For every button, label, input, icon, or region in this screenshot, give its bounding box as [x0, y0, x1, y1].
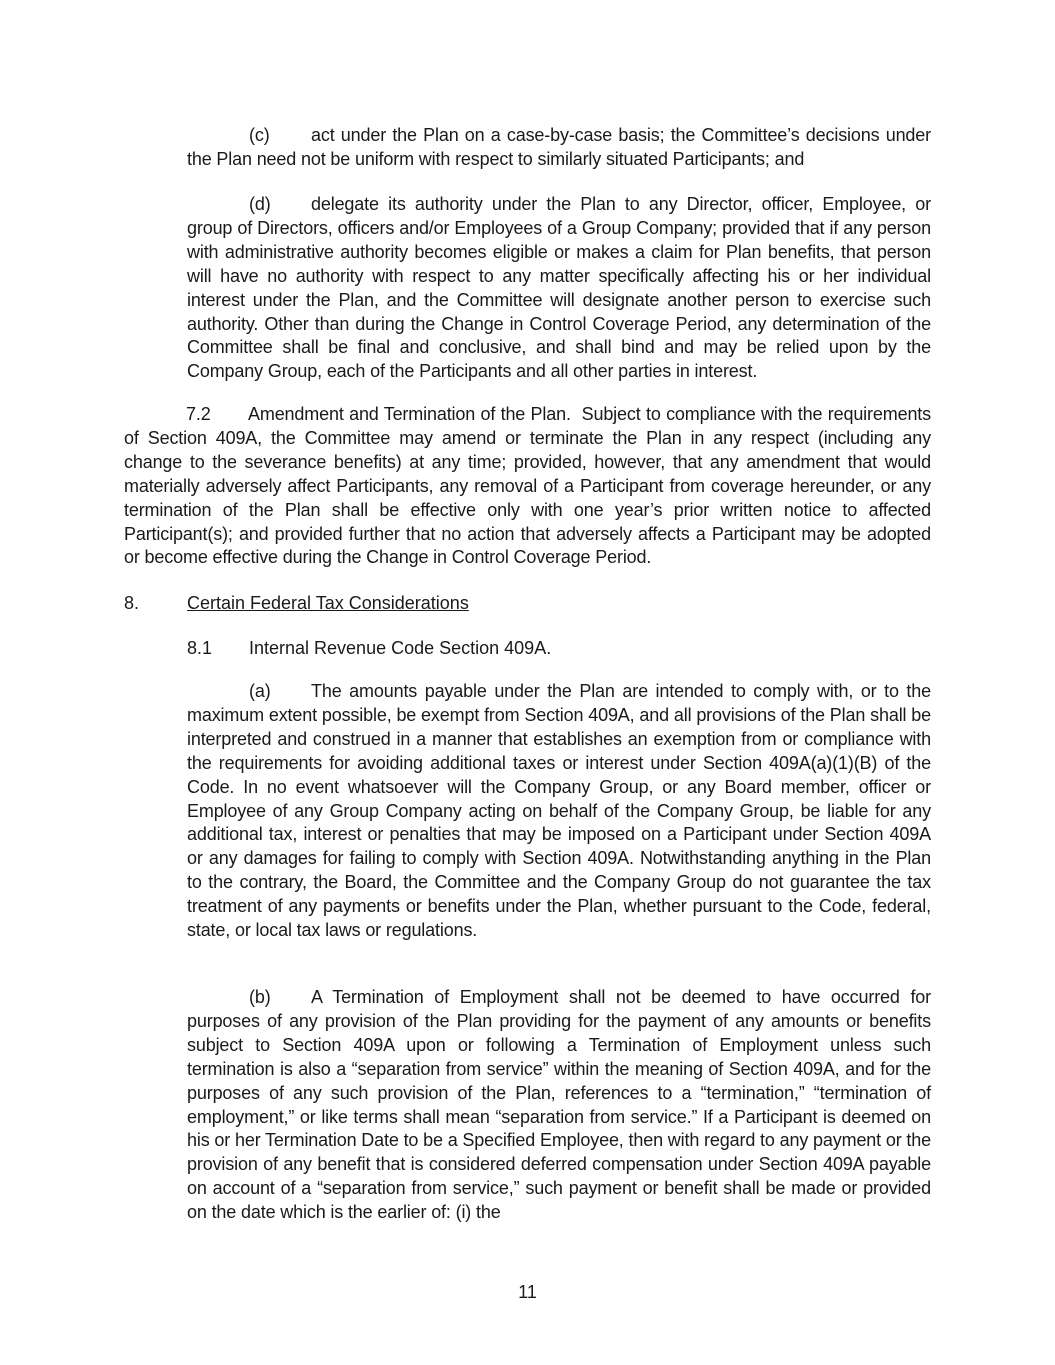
section-8-heading: [0, 591, 1055, 615]
section-8-1-number: 8.1: [187, 638, 213, 658]
paragraph-c: [187, 124, 931, 172]
paragraph-d-text: delegate its authority under the Plan to any Director, officer, Employee, or group of Directors, officers and/or Employees of a Group Company; provided that if any person with administrative authority becomes eligible or makes a claim for Plan benefits, that person will have no authority with respect to any matter specifically affecting his or her individual interest under the Plan, and the Committee will designate another person to exercise such authority. Other than during the Change in Control Coverage Period, any determination of the Committee shall be final and conclusive, and shall bind and may be relied upon by the Company Group, each of the Participants and all other parties in interest.: [187, 194, 931, 382]
section-7-2-text: Subject to compliance with the requirements of Section 409A, the Committee may amend or terminate the Plan in any respect (including any change to the severance benefits) at any time; provided, however, that any amendment that would materially adversely affect Participants, any removal of a Participant from coverage hereunder, or any termination of the Plan shall be effective only with one year’s prior written notice to affected Participant(s); and provided further that no action that adversely affects a Participant may be adopted or become effective during the Change in Control Coverage Period.: [124, 404, 932, 568]
section-8-title: Certain Federal Tax Considerations: [187, 593, 469, 613]
page-number: 11: [518, 1282, 537, 1302]
section-7-2-number: 7.2: [186, 404, 211, 424]
paragraph-d: [187, 193, 931, 384]
section-7-2: [124, 403, 931, 570]
paragraph-8-1-a: [187, 680, 931, 943]
section-7-2-title: Amendment and Termination of the Plan.: [248, 404, 571, 424]
paragraph-d-label: (d): [249, 194, 271, 214]
paragraph-8-1-a-label: (a): [249, 681, 271, 701]
paragraph-8-1-b-label: (b): [249, 987, 271, 1007]
section-8-1-title: Internal Revenue Code Section 409A.: [249, 638, 552, 658]
paragraph-8-1-b: [187, 986, 931, 1225]
paragraph-c-label: (c): [249, 125, 270, 145]
section-8-number: 8.: [124, 593, 140, 613]
paragraph-c-text: act under the Plan on a case-by-case basis; the Committee’s decisions under the Plan need not be uniform with respect to similarly situated Participants; and: [187, 125, 931, 169]
paragraph-8-1-b-text: A Termination of Employment shall not be deemed to have occurred for purposes of any provision of the Plan providing for the payment of any amounts or benefits subject to Section 409A upon or following a Termination of Employment unless such termination is also a “separation from service” within the meaning of Section 409A, and for the purposes of any such provision of the Plan, references to a “termination,” “termination of employment,” or like terms shall mean “separation from service.” If a Participant is deemed on his or her Termination Date to be a Specified Employee, then with regard to any payment or the provision of any benefit that is considered deferred compensation under Section 409A payable on account of a “separation from service,” such payment or benefit shall be made or provided on the date which is the earlier of: (i) the: [187, 987, 931, 1223]
section-8-1-heading: [187, 636, 551, 660]
paragraph-8-1-a-text: The amounts payable under the Plan are intended to comply with, or to the maximum extent possible, be exempt from Section 409A, and all provisions of the Plan shall be interpreted and construed in a manner that establishes an exemption from or compliance with the requirements for avoiding additional taxes or interest under Section 409A(a)(1)(B) of the Code. In no event whatsoever will the Company Group, or any Board member, officer or Employee of any Group Company acting on behalf of the Company Group, be liable for any additional tax, interest or penalties that may be imposed on a Participant under Section 409A or any damages for failing to comply with Section 409A. Notwithstanding anything in the Plan to the contrary, the Board, the Committee and the Company Group do not guarantee the tax treatment of any payments or benefits under the Plan, whether pursuant to the Code, federal, state, or local tax laws or regulations.: [187, 681, 931, 941]
